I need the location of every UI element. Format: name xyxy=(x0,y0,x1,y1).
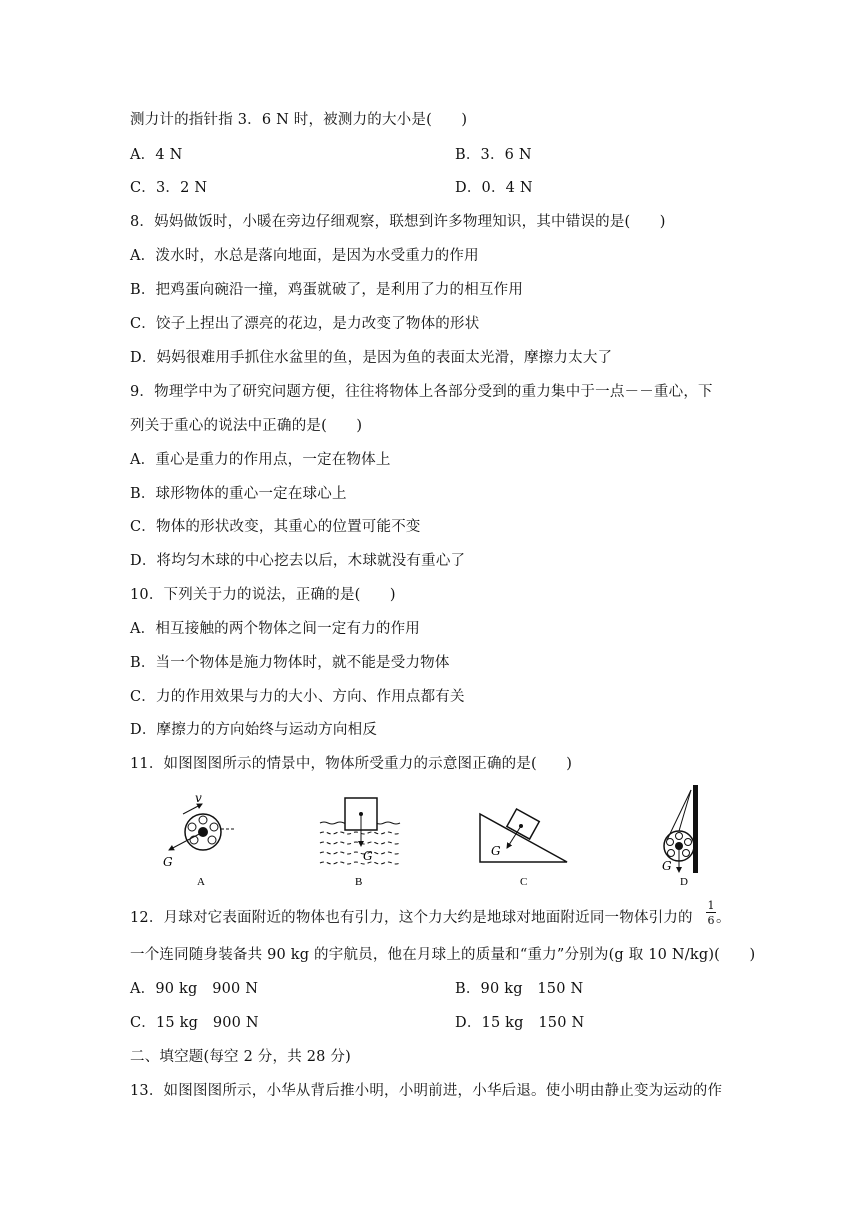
question-13-stem: 13．如图图图所示，小华从背后推小明，小明前进，小华后退。使小明由静止变为运动的作 xyxy=(130,1083,723,1099)
panel-b-label: B xyxy=(355,876,363,888)
option-d: D．15 kg 150 N xyxy=(455,1015,585,1031)
question-10-stem: 10．下列关于力的说法，正确的是( ) xyxy=(130,587,396,603)
fraction-numerator: 1 xyxy=(707,899,715,912)
panel-d xyxy=(662,785,698,888)
gravity-symbol: G xyxy=(163,855,173,869)
panel-d-label: D xyxy=(680,876,688,888)
fraction-denominator: 6 xyxy=(707,914,715,927)
gravity-symbol: G xyxy=(363,849,373,863)
option-b: B．球形物体的重心一定在球心上 xyxy=(130,486,347,502)
option-d: D．将均匀木球的中心挖去以后，木球就没有重心了 xyxy=(130,553,466,569)
option-a: A．重心是重力的作用点，一定在物体上 xyxy=(130,452,391,468)
question-12-stem-cont: 一个连同随身装备共 90 kg 的宇航员，他在月球上的质量和“重力”分别为(g 取 10 N/kg)( ) xyxy=(130,947,756,963)
option-a: A．泼水时，水总是落向地面，是因为水受重力的作用 xyxy=(130,248,479,264)
gravity-diagram-figure xyxy=(155,780,705,892)
option-a: A．90 kg 900 N xyxy=(130,981,259,997)
option-b: B．把鸡蛋向碗沿一撞，鸡蛋就破了，是利用了力的相互作用 xyxy=(130,282,524,298)
option-d: D．妈妈很难用手抓住水盆里的鱼，是因为鱼的表面太光滑，摩擦力太大了 xyxy=(130,350,613,366)
question-12-stem: 12．月球对它表面附近的物体也有引力，这个力大约是地球对地面附近同一物体引力的 xyxy=(130,910,693,926)
gravity-diagram xyxy=(155,780,705,892)
panel-a-label: A xyxy=(197,876,205,888)
option-b: B．3．6 N xyxy=(455,147,532,163)
question-12-period: 。 xyxy=(716,910,731,926)
panel-c-label: C xyxy=(520,876,528,888)
question-11-stem: 11．如图图图所示的情景中，物体所受重力的示意图正确的是( ) xyxy=(130,756,573,772)
gravity-symbol: G xyxy=(491,844,501,858)
option-a: A．相互接触的两个物体之间一定有力的作用 xyxy=(130,621,420,637)
option-b: B．90 kg 150 N xyxy=(455,981,584,997)
option-c: C．力的作用效果与力的大小、方向、作用点都有关 xyxy=(130,689,465,705)
option-c: C．3．2 N xyxy=(130,180,208,196)
option-d: D．摩擦力的方向始终与运动方向相反 xyxy=(130,722,378,738)
option-c: C．15 kg 900 N xyxy=(130,1015,259,1031)
option-c: C．物体的形状改变，其重心的位置可能不变 xyxy=(130,519,421,535)
question-8-stem: 8．妈妈做饭时，小暖在旁边仔细观察，联想到许多物理知识，其中错误的是( ) xyxy=(130,214,666,230)
question-7-stem-end: 测力计的指针指 3．6 N 时，被测力的大小是( ) xyxy=(130,112,468,128)
question-9-stem: 9．物理学中为了研究问题方便，往往将物体上各部分受到的重力集中于一点－－重心，下 xyxy=(130,384,713,400)
panel-b xyxy=(320,798,400,888)
velocity-symbol: v xyxy=(195,791,202,805)
section-heading: 二、填空题(每空 2 分，共 28 分) xyxy=(130,1049,351,1065)
option-b: B．当一个物体是施力物体时，就不能是受力物体 xyxy=(130,655,450,671)
option-a: A．4 N xyxy=(130,147,183,163)
panel-c xyxy=(480,809,567,888)
question-9-stem-cont: 列关于重心的说法中正确的是( ) xyxy=(130,418,363,434)
panel-a xyxy=(163,791,235,888)
option-c: C．饺子上捏出了漂亮的花边，是力改变了物体的形状 xyxy=(130,316,480,332)
fraction-one-sixth xyxy=(706,900,716,926)
gravity-symbol: G xyxy=(662,859,672,873)
option-d: D．0．4 N xyxy=(455,180,533,196)
